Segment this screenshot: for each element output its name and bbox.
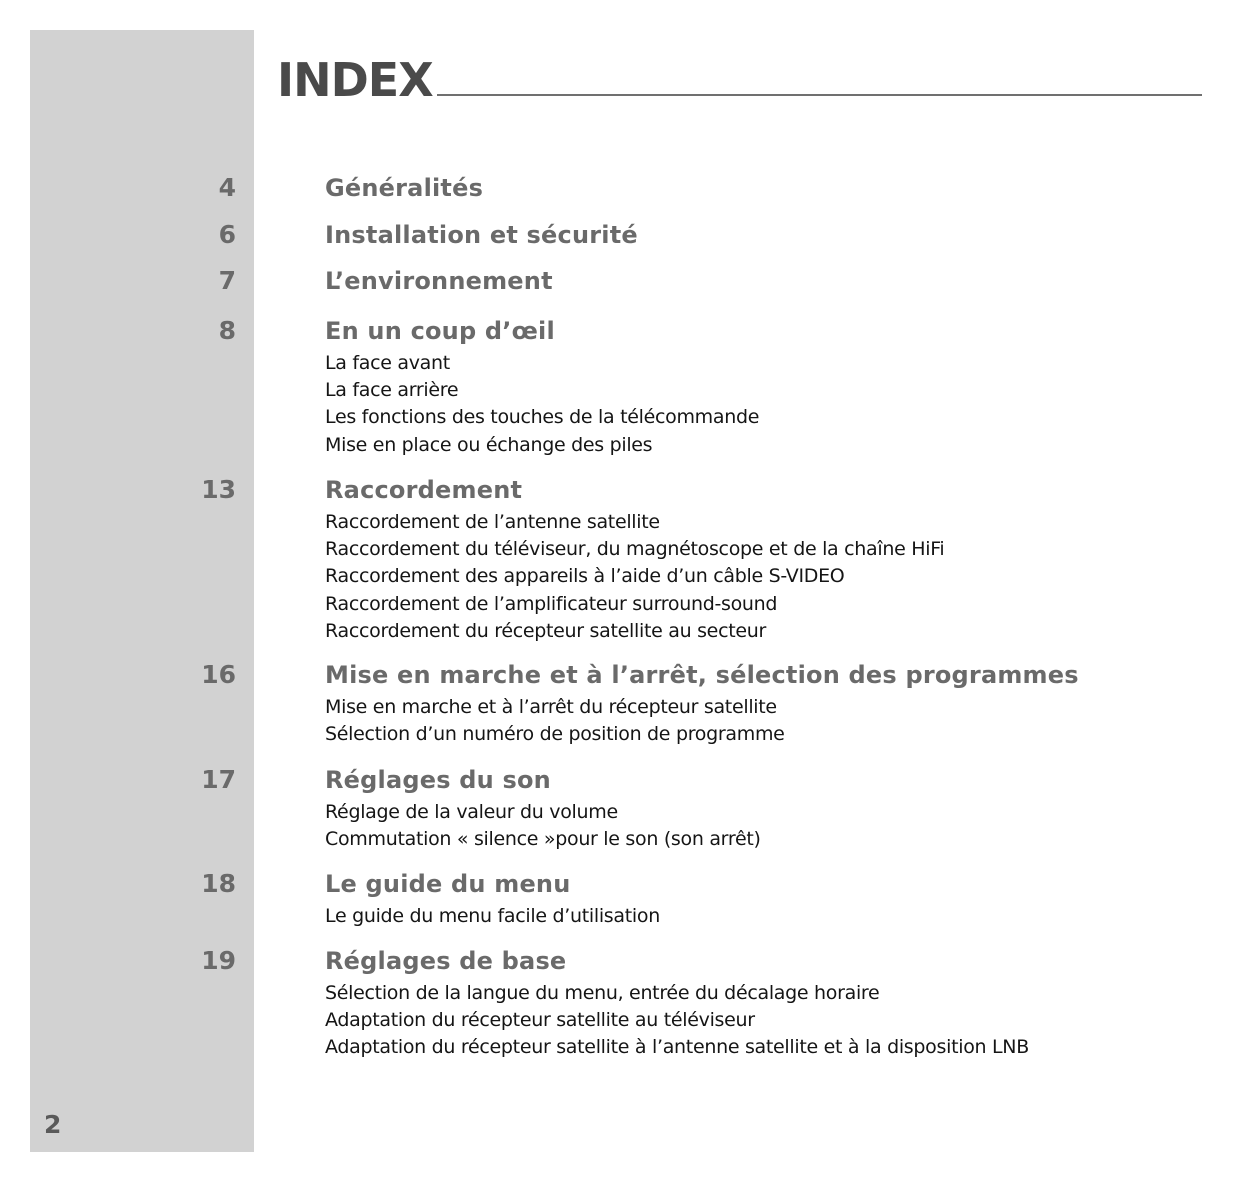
entry-page-number: 13 [201,475,236,504]
subtopic-item[interactable]: Raccordement du récepteur satellite au secteur [325,619,767,642]
entry-page-number: 8 [218,316,236,345]
entry-page-number: 19 [201,946,236,975]
entry-subtopics [325,799,761,853]
entry-page-number: 4 [218,173,236,202]
entry-subtopics [325,350,759,459]
subtopic-item[interactable]: Commutation « silence »pour le son (son arrêt) [325,828,761,851]
title-rule [437,94,1202,96]
subtopic-item[interactable]: Sélection de la langue du menu, entrée du décalage horaire [325,982,880,1004]
subtopic-item[interactable]: Mise en marche et à l’arrêt du récepteur satellite [325,696,777,718]
entry-heading[interactable]: Le guide du menu [325,870,571,898]
subtopic-item[interactable]: Sélection d’un numéro de position de programme [325,723,785,746]
page-number: 2 [44,1110,62,1139]
subtopic-item[interactable]: Raccordement des appareils à l’aide d’un câble S-VIDEO [325,565,845,588]
entry-subtopics [325,694,785,748]
page-title: INDEX [277,53,433,107]
entry-subtopics [325,509,944,645]
entry-heading[interactable]: Raccordement [325,476,523,504]
entry-heading[interactable]: En un coup d’œil [325,317,555,345]
entry-subtopics [325,980,1029,1062]
subtopic-item[interactable]: Raccordement de l’antenne satellite [325,511,660,533]
subtopic-item[interactable]: Adaptation du récepteur satellite à l’antenne satellite et à la disposition LNB [325,1036,1029,1059]
subtopic-item[interactable]: Raccordement du téléviseur, du magnétoscope et de la chaîne HiFi [325,538,945,561]
entry-page-number: 18 [201,869,236,898]
subtopic-item[interactable]: Le guide du menu facile d’utilisation [325,905,660,927]
entry-heading[interactable]: Réglages de base [325,947,567,975]
entry-page-number: 6 [218,220,236,249]
subtopic-item[interactable]: Les fonctions des touches de la télécommande [325,406,760,429]
subtopic-item[interactable]: Mise en place ou échange des piles [325,433,653,456]
subtopic-item[interactable]: La face avant [325,352,450,374]
entry-page-number: 16 [201,660,236,689]
subtopic-item[interactable]: Réglage de la valeur du volume [325,801,618,823]
entry-heading[interactable]: Mise en marche et à l’arrêt, sélection des programmes [325,661,1079,689]
entry-heading[interactable]: L’environnement [325,267,553,295]
subtopic-item[interactable]: Raccordement de l’amplificateur surround-sound [325,592,778,615]
entry-page-number: 7 [218,266,236,295]
entry-heading[interactable]: Installation et sécurité [325,221,638,249]
entry-page-number: 17 [201,765,236,794]
entry-heading[interactable]: Réglages du son [325,766,551,794]
subtopic-item[interactable]: La face arrière [325,379,459,402]
entry-heading[interactable]: Généralités [325,174,484,202]
subtopic-item[interactable]: Adaptation du récepteur satellite au téléviseur [325,1009,755,1032]
entry-subtopics [325,903,660,930]
